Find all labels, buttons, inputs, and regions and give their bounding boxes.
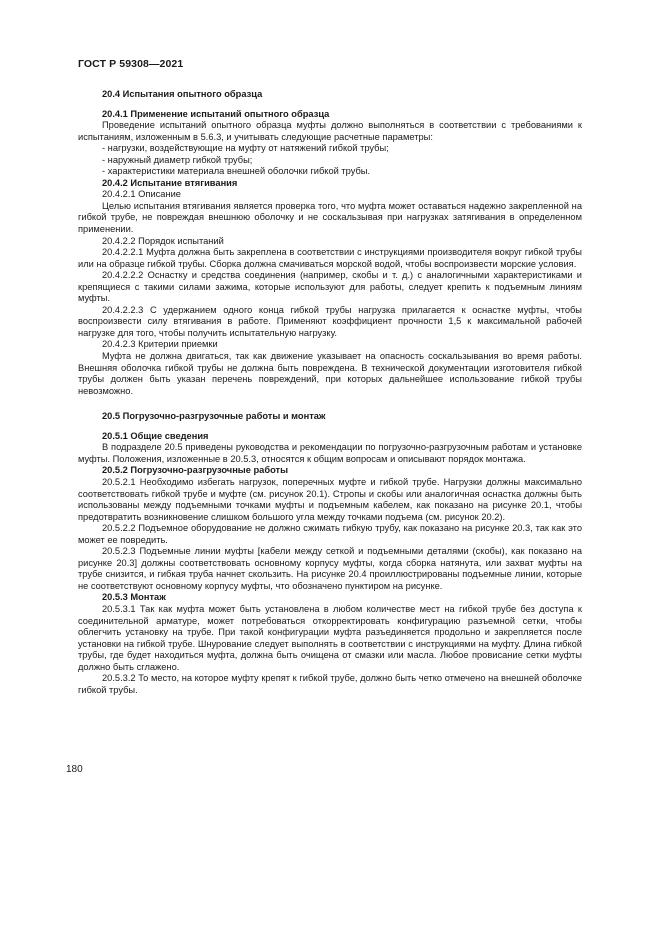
subsection-title: 20.4.2.2 Порядок испытаний <box>102 235 224 246</box>
section-20-4-title: 20.4 Испытания опытного образца <box>102 89 263 99</box>
page-body <box>78 89 582 696</box>
paragraph: 20.5.3.1 Так как муфта может быть установлена в любом количестве мест на гибкой трубе без доступа к соединительной арматуре, может потребоваться откорректировать конфигурацию разъемной сетки, чтобы облегчить установку на трубе. При такой конфигурации муфта разъединяется продольно и закрепляется после установки на гибкой трубе. Шнурование следует выполнять в соответствии с инструкциями на муфту. Длина гибкой трубы, где будет находиться муфта, должна быть очищена от смазки или масла. Любое провисание сетки муфты должно быть сглажено. <box>78 603 582 672</box>
list-item: - нагрузки, воздействующие на муфту от натяжений гибкой трубы; <box>102 143 389 154</box>
subsection-title: 20.4.2.3 Критерии приемки <box>102 339 218 350</box>
section-20-5-1-title: 20.5.1 Общие сведения <box>102 430 209 441</box>
page-number: 180 <box>66 764 83 775</box>
section-20-4-1-title: 20.4.1 Применение испытаний опытного образца <box>102 108 330 119</box>
paragraph: 20.5.2.3 Подъемные линии муфты [кабели между сеткой и подъемными деталями (скобы), как показано на рисунке 20.3] должны соответствовать основному корпусу муфты, когда сборка натянута, или захват муфты на трубе снизится, и гибкая труба начнет скользить. На рисунке 20.4 проиллюстрированы подъемные линии, которые не соответствуют основному корпусу муфты, что обозначено пунктиром на рисунке. <box>78 546 582 591</box>
spacer <box>78 397 582 411</box>
paragraph: 20.5.2.2 Подъемное оборудование не должно сжимать гибкую трубу, как показано на рисунке 20.3, так как это может ее повредить. <box>78 523 582 545</box>
paragraph: 20.4.2.2.2 Оснастку и средства соединения (например, скобы и т. д.) с аналогичными характеристиками и крепящиеся с такими силами зажима, которые используют для работы, следует крепить к подъемным линиям муфты. <box>78 270 582 304</box>
paragraph: Проведение испытаний опытного образца муфты должно выполняться в соответствии с требованиями к испытаниям, изложенным в 5.6.3, и учитывать следующие расчетные параметры: <box>78 120 582 142</box>
section-20-5-3-title: 20.5.3 Монтаж <box>102 592 166 603</box>
list-item: - наружный диаметр гибкой трубы; <box>102 154 253 165</box>
section-20-5-2-title: 20.5.2 Погрузочно-разгрузочные работы <box>102 465 289 476</box>
section-20-5-title: 20.5 Погрузочно-разгрузочные работы и монтаж <box>102 411 326 422</box>
list-item: - характеристики материала внешней оболочки гибкой трубы. <box>102 166 371 177</box>
paragraph: 20.4.2.2.1 Муфта должна быть закреплена в соответствии с инструкциями производителя вокруг гибкой трубы или на образце гибкой трубы. Сборка должна смачиваться морской водой, чтобы воспроизвести морские условия. <box>78 247 582 269</box>
paragraph: 20.5.3.2 То место, на которое муфту крепят к гибкой трубе, должно быть четко отмечено на внешней оболочке гибкой трубы. <box>78 673 582 695</box>
paragraph: Муфта не должна двигаться, так как движение указывает на опасность соскальзывания во время работы. Внешняя оболочка гибкой трубы не должна быть повреждена. В технической документации изготовителя гибкой трубы должен быть указан перечень повреждений, при которых дальнейшее использование гибкой трубы невозможно. <box>78 351 582 396</box>
document-id-header: ГОСТ Р 59308—2021 <box>78 58 184 70</box>
paragraph: 20.5.2.1 Необходимо избегать нагрузок, поперечных муфте и гибкой трубе. Нагрузки должны максимально соответствовать гибкой трубе и муфте (см. рисунок 20.1). Стропы и скобы или аналогичная оснастка должны быть использованы между подъемными точками муфты и подъемным кабелем, как показано на рисунке 20.1, чтобы предотвратить возникновение слишком большого угла между точками подъема (см. рисунок 20.2). <box>78 476 582 522</box>
spacer <box>78 423 582 431</box>
spacer <box>78 101 582 109</box>
paragraph: В подразделе 20.5 приведены руководства и рекомендации по погрузочно-разгрузочным работам и установке муфты. Положения, изложенные в 20.5.3, относятся к общим вопросам и описывают порядок монтажа. <box>78 442 582 464</box>
paragraph: Целью испытания втягивания является проверка того, что муфта может оставаться надежно закрепленной на гибкой трубе, не повреждая внешнюю оболочку и не соскальзывая при нагрузках затягивания в определенном применении. <box>78 200 582 235</box>
section-20-4-2-title: 20.4.2 Испытание втягивания <box>102 177 238 188</box>
paragraph: 20.4.2.2.3 С удержанием одного конца гибкой трубы нагрузка прилагается к оснастке муфты, чтобы воспроизвести силу втягивания в работе. Применяют коэффициент прочности 1,5 к максимальной рабочей нагрузке для того, чтобы получить испытательную нагрузку. <box>78 304 582 338</box>
subsection-title: 20.4.2.1 Описание <box>102 189 181 200</box>
